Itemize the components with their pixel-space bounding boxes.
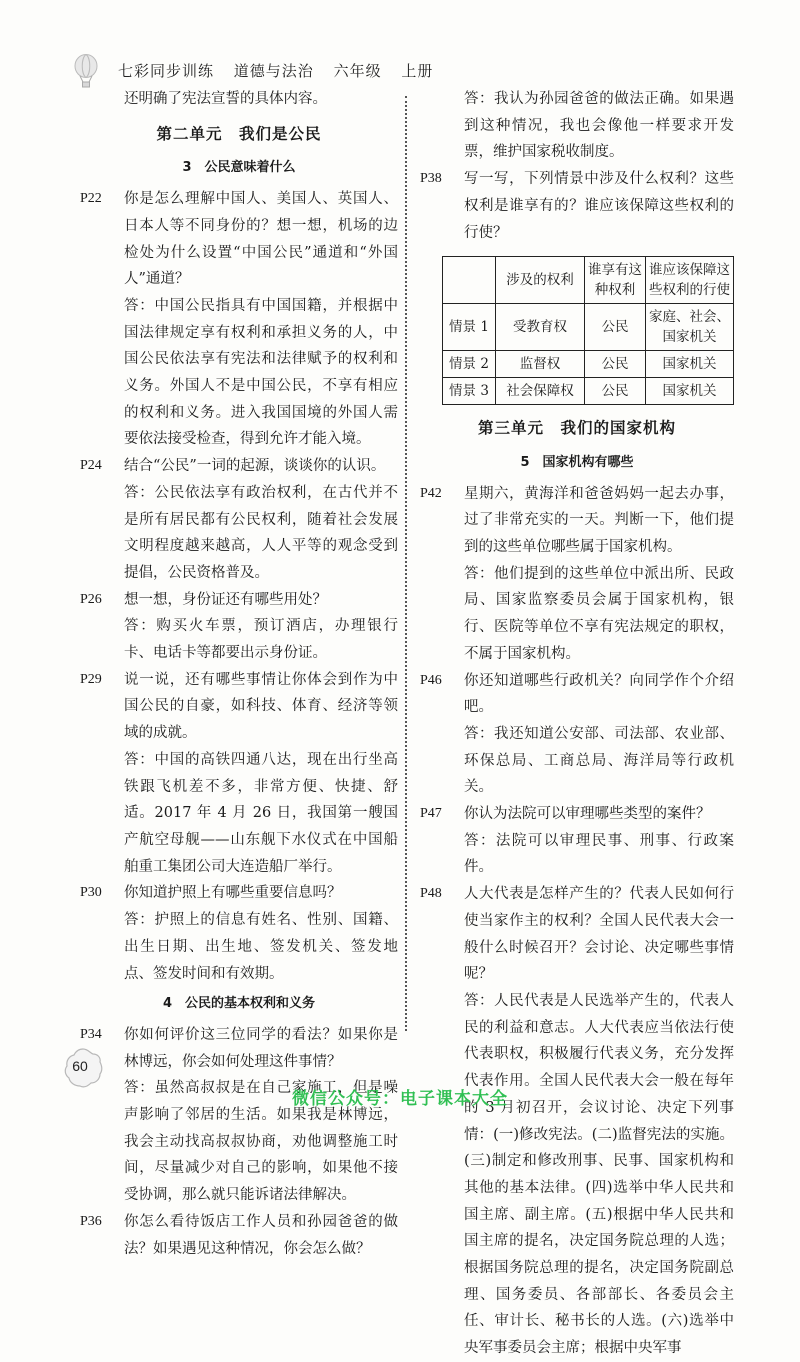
- answer-text: 答：他们提到的这些单位中派出所、民政局、国家监察委员会属于国家机构，银行、医院等单位不享有宪法规定的职权，不属于国家机构。: [464, 565, 734, 662]
- question-block: [420, 668, 734, 802]
- unit-3-title: 第三单元 我们的国家机构: [477, 418, 676, 438]
- rights-table: [442, 256, 734, 405]
- question-block: [80, 587, 398, 667]
- table-header-cell: 涉及的权利: [496, 257, 585, 304]
- table-row: [443, 304, 734, 351]
- intro-text: 还明确了宪法宣誓的具体内容。: [124, 91, 327, 107]
- answer-text: 答：法院可以审理民事、刑事、行政案件。: [464, 832, 734, 876]
- lesson-3-title: 3 公民意味着什么: [182, 160, 296, 176]
- question-block: [420, 481, 734, 668]
- page-ref: P47: [420, 806, 442, 822]
- question-block: [80, 1022, 398, 1209]
- question-text: 你知道护照上有哪些重要信息吗？: [124, 885, 342, 902]
- question-text: 写一写，下列情景中涉及什么权利？这些权利是谁享有的？谁应该保障这些权利的行使？: [464, 171, 734, 241]
- table-header-cell: 谁享有这种权利: [585, 257, 646, 304]
- header-grade: 六年级: [333, 62, 382, 80]
- table-cell: 公民: [585, 351, 646, 378]
- page-ref: P38: [420, 171, 442, 187]
- table-row: [443, 351, 734, 378]
- question-text: 你怎么看待饭店工作人员和孙园爸爸的做法？如果遇见这种情况，你会怎么做？: [124, 1213, 398, 1257]
- table-cell: 家庭、社会、国家机关: [646, 304, 734, 351]
- page-ref: P36: [80, 1213, 102, 1229]
- column-divider: [405, 96, 407, 1031]
- answer-text: 答：公民依法享有政治权利，在古代并不是所有居民都有公民权利，随着社会发展文明程度越来越高，人人平等的观念受到提倡，公民资格普及。: [124, 484, 398, 581]
- right-column: [420, 86, 734, 1362]
- question-text: 人大代表是怎样产生的？代表人民如何行使当家作主的权利？全国人民代表大会一般什么时候召开？会讨论、决定哪些事情呢？: [464, 886, 734, 983]
- question-block: [80, 880, 398, 987]
- answer-text: 答：购买火车票，预订酒店，办理银行卡、电话卡等都要出示身份证。: [124, 618, 398, 662]
- table-cell: 公民: [585, 304, 646, 351]
- page-ref: P22: [80, 191, 102, 207]
- question-text: 你还知道哪些行政机关？向同学作个介绍吧。: [464, 672, 734, 716]
- question-text: 说一说，还有哪些事情让你体会到作为中国公民的自豪，如科技、体育、经济等领域的成就。: [124, 671, 398, 742]
- answer-text: 答：我还知道公安部、司法部、农业部、环保总局、工商总局、海洋局等行政机关。: [464, 725, 734, 796]
- table-header-row: [443, 257, 734, 304]
- table-cell: 情景 3: [443, 378, 496, 405]
- table-header-cell: 谁应该保障这些权利的行使: [646, 257, 734, 304]
- page-ref: P34: [80, 1026, 102, 1042]
- question-block: [80, 453, 398, 587]
- answer-continuation: 答：我认为孙园爸爸的做法正确。如果遇到这种情况，我也会像他一样要求开发票，维护国家税收制度。: [464, 91, 734, 161]
- header-text: [118, 60, 447, 81]
- question-block: [80, 1209, 398, 1262]
- question-block: [420, 801, 734, 881]
- answer-text: 答：中国的高铁四通八达，现在出行坐高铁跟飞机差不多，非常方便、快捷、舒适。2017 年 4 月 26 日，我国第一艘国产航空母舰——山东舰下水仪式在中国船舶重工集团公司大连造船厂举行。: [124, 751, 398, 875]
- question-text: 结合“公民”一词的起源，谈谈你的认识。: [124, 458, 386, 475]
- lesson-5-title: 5 国家机构有哪些: [520, 454, 634, 470]
- question-text: 星期六，黄海洋和爸爸妈妈一起去办事，过了非常充实的一天。判断一下，他们提到的这些单位哪些属于国家机构。: [464, 485, 734, 556]
- question-text: 想一想，身份证还有哪些用处？: [124, 591, 327, 608]
- answer-text: 答：虽然高叔叔是在自己家施工，但是噪声影响了邻居的生活。如果我是林博远，我会主动找高叔叔协商，劝他调整施工时间，尽量减少对自己的影响，如果他不接受协调，那么就只能诉诸法律解决。: [124, 1080, 398, 1204]
- table-row: [443, 378, 734, 405]
- page-ref: P29: [80, 671, 102, 687]
- page-ref: P30: [80, 885, 102, 901]
- unit-2-title: 第二单元 我们是公民: [156, 123, 322, 143]
- watermark: 微信公众号：电子课本大全: [292, 1089, 508, 1109]
- question-block: [420, 881, 734, 1362]
- lesson-4-title: 4 公民的基本权利和义务: [162, 996, 316, 1012]
- page-ref: P46: [420, 672, 442, 688]
- table-cell: 国家机关: [646, 351, 734, 378]
- page-ref: P26: [80, 591, 102, 607]
- page-number: 60: [72, 1058, 88, 1074]
- page-ref: P48: [420, 886, 442, 902]
- table-cell: 社会保障权: [496, 378, 585, 405]
- question-block: [80, 186, 398, 453]
- page-header: [72, 58, 732, 86]
- hot-air-balloon-icon: [72, 54, 100, 88]
- question-block: [420, 166, 734, 246]
- header-volume: 上册: [401, 62, 434, 80]
- table-cell: 公民: [585, 378, 646, 405]
- answer-text: 答：人民代表是人民选举产生的，代表人民的利益和意志。人大代表应当依法行使代表职权，积极履行代表义务，充分发挥代表作用。全国人民代表大会一般在每年的 3 月初召开，会议讨论、决定下列事情：(一)修改宪法。(二)监督宪法的实施。(三)制定和修改刑事、民事、国家机构和其他的基本法律。(四)选举中华人民共和国主席、副主席。(五)根据中华人民共和国主席的提名，决定国务院总理的人选；根据国务院总理的提名，决定国务院副总理、国务委员、各部部长、各委员会主任、审计长、秘书长的人选。(六)选举中央军事委员会主席；根据中央军事: [464, 992, 734, 1357]
- header-series: 七彩同步训练: [118, 62, 215, 80]
- page-ref: P42: [420, 485, 442, 501]
- header-subject: 道德与法治: [233, 62, 314, 80]
- table-header-cell: [443, 257, 496, 304]
- table-cell: 情景 2: [443, 351, 496, 378]
- table-cell: 监督权: [496, 351, 585, 378]
- answer-text: 答：护照上的信息有姓名、性别、国籍、出生日期、出生地、签发机关、签发地点、签发时间和有效期。: [124, 912, 398, 982]
- question-text: 你是怎么理解中国人、美国人、英国人、日本人等不同身份的？想一想，机场的边检处为什么设置“中国公民”通道和“外国人”通道？: [124, 191, 398, 288]
- table-cell: 情景 1: [443, 304, 496, 351]
- question-text: 你认为法院可以审理哪些类型的案件？: [464, 806, 711, 823]
- question-block: [80, 667, 398, 881]
- answer-text: 答：中国公民指具有中国国籍，并根据中国法律规定享有权利和承担义务的人，中国公民依法享有宪法和法律赋予的权利和义务。外国人不是中国公民，不享有相应的权利和义务。进入我国国境的外国人需要依法接受检查，得到允许才能入境。: [124, 297, 398, 448]
- table-cell: 受教育权: [496, 304, 585, 351]
- question-text: 你如何评价这三位同学的看法？如果你是林博远，你会如何处理这件事情？: [124, 1026, 398, 1070]
- table-cell: 国家机关: [646, 378, 734, 405]
- page-ref: P24: [80, 458, 102, 474]
